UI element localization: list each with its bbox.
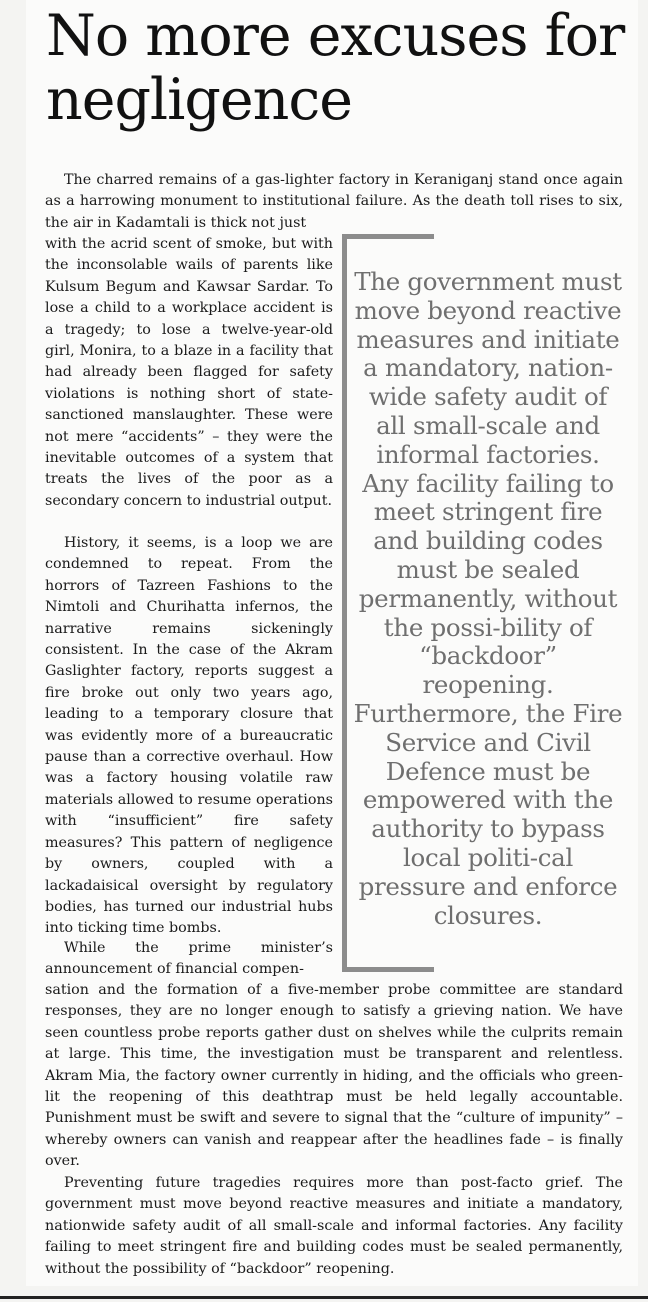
paragraph-1-column: with the acrid scent of smoke, but with the inconsolable wails of parents like Kulsum Begum and Kawsar Sardar. To lose a child to a workplace accident is a tragedy; to lose a twelve-year-old girl, Monira, to a blaze in a facility that had already been flagged for safety violations is nothing short of state-sanctioned manslaughter. These were not mere “accidents” – they were the inevitable outcomes of a system that treats the lives of the poor as a secondary concern to industrial output. — [45, 236, 333, 509]
pull-quote-text: The government must move beyond reactive measures and initiate a mandatory, nation-wide safety audit of all small-scale and informal factories. Any facility failing to meet stringent fire and building codes must be sealed permanently, without the possi-bility of “backdoor” reopening. Furthermore, the Fire Service and Civil Defence must be empowered with the authority to bypass local politi-cal pressure and enforce closures. — [353, 267, 623, 930]
paragraph-4: Preventing future tragedies requires more than post-facto grief. The government must move beyond reactive measures and initiate a mandatory, nationwide safety audit of all small-scale and informal factories. Any facility failing to meet stringent fire and building codes must be sealed permanently, without the possibility of “backdoor” reopening. — [45, 1175, 623, 1277]
paragraph-1-intro: The charred remains of a gas-lighter factory in Keraniganj stand once again as a harrowing monument to institutional failure. As the death toll rises to six, the air in Kadamtali is thick not just — [45, 172, 623, 231]
pull-quote-bottom-rule — [342, 967, 434, 972]
paragraph-2: History, it seems, is a loop we are condemned to repeat. From the horrors of Tazreen Fashions to the Nimtoli and Churihatta infernos, the narrative remains sickeningly consistent. In the case of the Akram Gaslighter factory, reports suggest a fire broke out only two years ago, leading to a temporary closure that was evidently more of a bureaucratic pause than a corrective overhaul. How was a factory housing volatile raw materials allowed to resume operations with “insufficient” fire safety measures? This pattern of negligence by owners, coupled with a lackadaisical oversight by regulatory bodies, has turned our industrial hubs into ticking time bombs. — [45, 535, 333, 937]
pull-quote-box — [342, 234, 625, 972]
bottom-rule — [0, 1296, 648, 1299]
paragraph-3-column: While the prime minister’s announcement of financial compen- — [45, 940, 333, 978]
article-page — [26, 0, 638, 1286]
pull-quote-top-rule — [342, 234, 434, 239]
headline: No more excuses for negligence — [46, 3, 625, 133]
paragraph-3-wide: sation and the formation of a five-member probe committee are standard responses, they are no longer enough to satisfy a grieving nation. We have seen countless probe reports gather dust on shelves while the culprits remain at large. This time, the investigation must be transparent and relentless. Akram Mia, the factory owner currently in hiding, and the officials who green-lit the reopening of this deathtrap must be held legally accountable. Punishment must be swift and severe to signal that the “culture of impunity” – whereby owners can vanish and reappear after the headlines fade – is finally over. — [45, 982, 623, 1170]
